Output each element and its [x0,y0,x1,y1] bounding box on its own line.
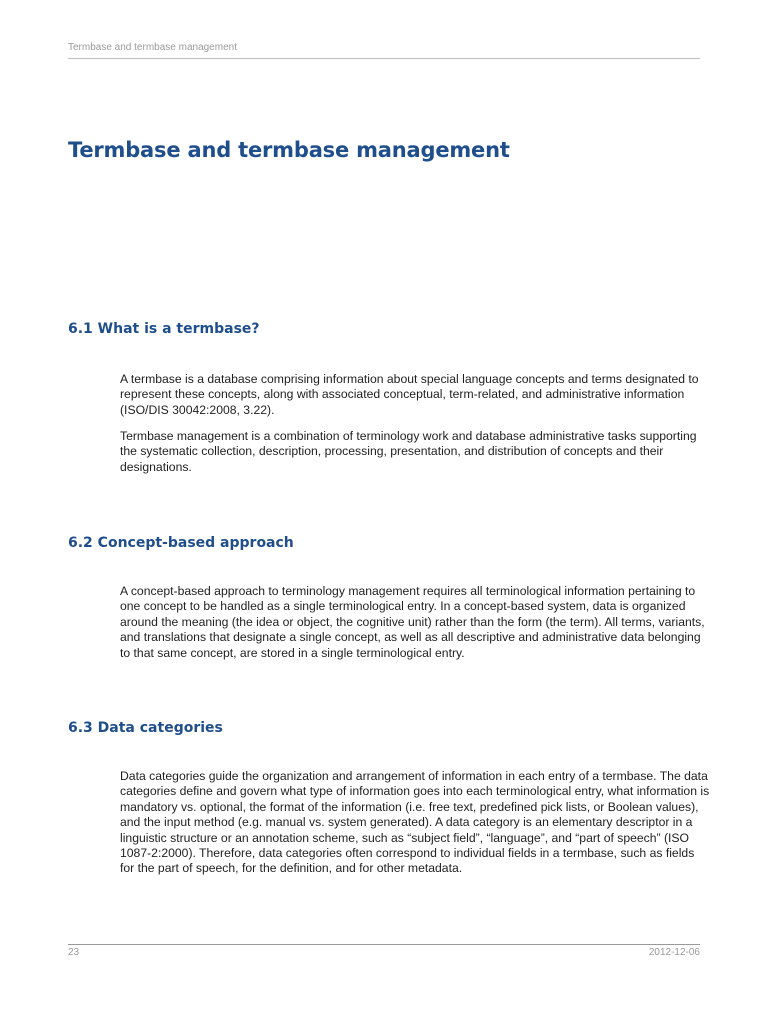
page-date: 2012-12-06 [648,947,700,958]
header-divider [68,58,700,59]
paragraph-termbase-management: Termbase management is a combination of terminology work and database administrative tasks supporting the systematic collection, description, processing, presentation, and distribution of concepts and their designations. [120,429,697,474]
footer-divider [68,944,700,945]
paragraph-termbase-definition: A termbase is a database comprising information about special language concepts and terms designated to represent these concepts, along with associated conceptual, term-related, and administrative information (ISO/DIS 30042:2008, 3.22). [120,372,699,417]
paragraph-concept-based-approach: A concept-based approach to terminology management requires all terminological information pertaining to one concept to be handled as a single terminological entry. In a concept-based system, data is organized around the meaning (the idea or object, the cognitive unit) rather than the form (the term). All terms, variants, and translations that designate a single concept, as well as all descriptive and administrative data belonging to that same concept, are stored in a single terminological entry. [120,584,705,660]
page-title: Termbase and termbase management [68,138,510,162]
paragraph-data-categories: Data categories guide the organization and arrangement of information in each entry of a termbase. The data categories define and govern what type of information goes into each terminological entry, what information is mandatory vs. optional, the format of the information (i.e. free text, predefined pick lists, or Boolean values), and the input method (e.g. manual vs. system generated). A data category is an elementary descriptor in a linguistic structure or an annotation scheme, such as “subject field”, “language”, and “part of speech” (ISO 1087-2:2000). Therefore, data categories often correspond to individual fields in a termbase, such as fields for the part of speech, for the definition, and for other metadata. [120,769,710,876]
page-number: 23 [68,947,80,958]
section-heading-what-is-termbase: 6.1 What is a termbase? [68,321,260,337]
section-heading-concept-based-approach: 6.2 Concept-based approach [68,535,294,551]
running-header: Termbase and termbase management [68,42,237,53]
section-heading-data-categories: 6.3 Data categories [68,720,223,736]
